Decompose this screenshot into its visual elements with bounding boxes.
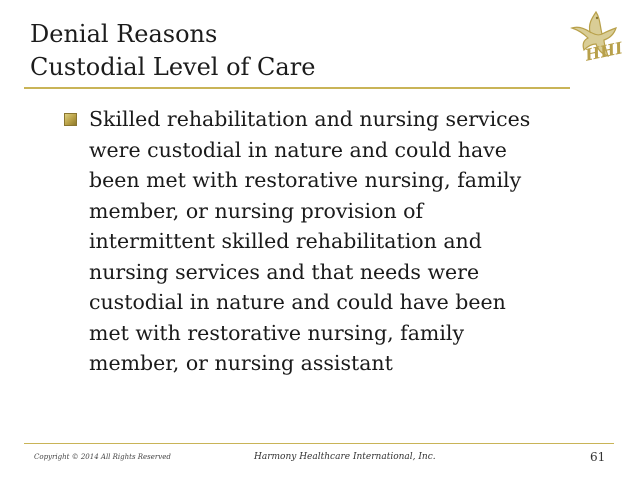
slide-title-line-1: Denial Reasons bbox=[30, 20, 218, 48]
bullet-line: Skilled rehabilitation and nursing services bbox=[89, 107, 531, 131]
footer-copyright: Copyright © 2014 All Rights Reserved bbox=[34, 453, 171, 461]
bullet-line: nursing services and that needs were bbox=[89, 259, 480, 284]
footer-divider bbox=[24, 443, 614, 444]
bullet-line: custodial in nature and could have been bbox=[89, 290, 506, 314]
dove-icon bbox=[558, 4, 638, 76]
bullet-line: member, or nursing assistant bbox=[89, 351, 393, 375]
bullet-line: were custodial in nature and could have bbox=[89, 137, 507, 162]
slide-title bbox=[30, 18, 315, 84]
logo-text: HHI bbox=[583, 38, 625, 65]
square-bullet-icon bbox=[64, 113, 77, 126]
slide-body bbox=[64, 104, 594, 379]
slide-title-line-2: Custodial Level of Care bbox=[30, 53, 316, 81]
bullet-line: intermittent skilled rehabilitation and bbox=[89, 229, 482, 253]
bullet-line: met with restorative nursing, family bbox=[89, 320, 465, 345]
page-number: 61 bbox=[590, 450, 606, 464]
bullet-line: been met with restorative nursing, family bbox=[89, 168, 522, 192]
bullet-item bbox=[64, 104, 594, 379]
footer-company: Harmony Healthcare International, Inc. bbox=[254, 452, 436, 462]
bullet-line: member, or nursing provision of bbox=[89, 198, 424, 223]
title-divider bbox=[24, 87, 570, 89]
